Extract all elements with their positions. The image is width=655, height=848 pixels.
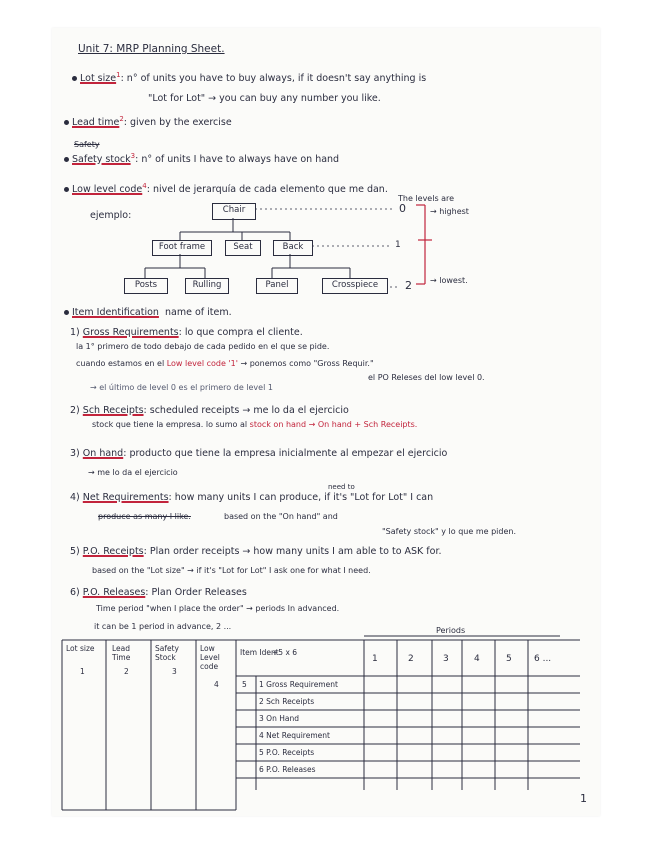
level-1: 1 [395,240,401,250]
node-posts: Posts [124,278,168,294]
node-chair: Chair [212,203,256,220]
period-col-6: 6 ... [534,654,552,664]
node-panel: Panel [256,278,298,294]
onhand-line1: 3) On hand: producto que tiene la empresa inicialmente al empezar el ejercicio [70,448,448,459]
crossed-word: Safety [74,140,100,149]
node-crosspiece: Crosspiece [322,278,388,294]
example-label: ejemplo: [90,210,132,221]
period-col-5: 5 [506,654,512,664]
gross-line3: cuando estamos en el Low level code '1' → ponemos como "Gross Requir." [76,359,374,368]
gross-line5: → el último de level 0 es el primero de level 1 [90,383,273,392]
level-0: 0 [399,202,406,215]
period-col-3: 3 [443,654,449,664]
lowest-note: → lowest. [430,276,468,285]
level-value: 5 [242,680,247,689]
header-num-1: 1 [80,667,85,676]
safety-stock-line: Safety stock$^3$: n° of units I have to always have on hand [64,151,339,165]
por-line1: 5) P.O. Receipts: Plan order receipts → how many units I am able to to ASK for. [70,546,442,557]
node-back: Back [273,240,313,256]
lot-size-label: Lot size [80,73,117,85]
levels-note: The levels are [398,194,455,203]
net-line2: produce as many I like. based on the "On hand" and [98,512,338,521]
header-safety-stock: Safety Stock [155,644,179,662]
header-lead-time: Lead Time [112,644,131,662]
table-row: 3 On Hand [259,714,299,723]
onhand-line2: → me lo da el ejercicio [88,468,178,477]
net-need-to: need to [328,483,355,491]
period-col-1: 1 [372,654,378,664]
periods-label: Periods [436,626,466,635]
table-row: 1 Gross Requirement [259,680,338,689]
page-title: Unit 7: MRP Planning Sheet. [78,43,225,55]
net-line3: "Safety stock" y lo que me piden. [382,527,516,536]
header-num-4: 4 [214,680,219,689]
porel-line2: Time period "when I place the order" → periods In advanced. [96,604,340,613]
node-seat: Seat [225,240,261,256]
period-col-4: 4 [474,654,480,664]
header-item-ident: Item Ident [240,648,279,657]
lot-size-line2: "Lot for Lot" → you can buy any number you like. [148,93,381,104]
item-identification-line: Item Identification name of item. [64,307,232,318]
header-num-2: 2 [124,667,129,676]
item-note: +5 x 6 [272,648,298,657]
low-level-code-line: Low level code$^4$: nivel de jerarquía de cada elemento que me dan. [64,181,388,195]
gross-line1: 1) Gross Requirements: lo que compra el cliente. [70,327,303,338]
table-row: 2 Sch Receipts [259,697,315,706]
level-2: 2 [405,279,412,292]
net-line1: 4) Net Requirements: how many units I can produce, if it's "Lot for Lot" I can [70,492,434,503]
porel-line3: it can be 1 period in advance, 2 ... [94,622,232,631]
table-row: 6 P.O. Releases [259,765,316,774]
por-line2: based on the "Lot size" → if it's "Lot for Lot" I ask one for what I need. [92,566,371,575]
header-lot-size: Lot size [66,644,95,653]
node-rulling: Rulling [185,278,229,294]
period-col-2: 2 [408,654,414,664]
gross-line2: la 1° primero de todo debajo de cada pedido en el que se pide. [76,342,330,351]
gross-line4: el PO Releses del low level 0. [368,373,485,382]
lead-time-line: Lead time$^2$: given by the exercise [64,114,232,128]
page-number: 1 [580,792,587,805]
node-footframe: Foot frame [152,240,212,256]
table-row: 4 Net Requirement [259,731,330,740]
porel-line1: 6) P.O. Releases: Plan Order Releases [70,587,247,598]
sch-line2: stock que tiene la empresa. lo sumo al stock on hand → On hand + Sch Receipts. [92,420,418,429]
header-low-level-code: Low Level code [200,644,220,671]
highest-note: → highest [430,207,469,216]
header-num-3: 3 [172,667,177,676]
table-row: 5 P.O. Receipts [259,748,315,757]
sch-line1: 2) Sch Receipts: scheduled receipts → me lo da el ejercicio [70,405,349,416]
lot-size-line: Lot size$^1$: n° of units you have to buy always, if it doesn't say anything is [72,70,426,84]
